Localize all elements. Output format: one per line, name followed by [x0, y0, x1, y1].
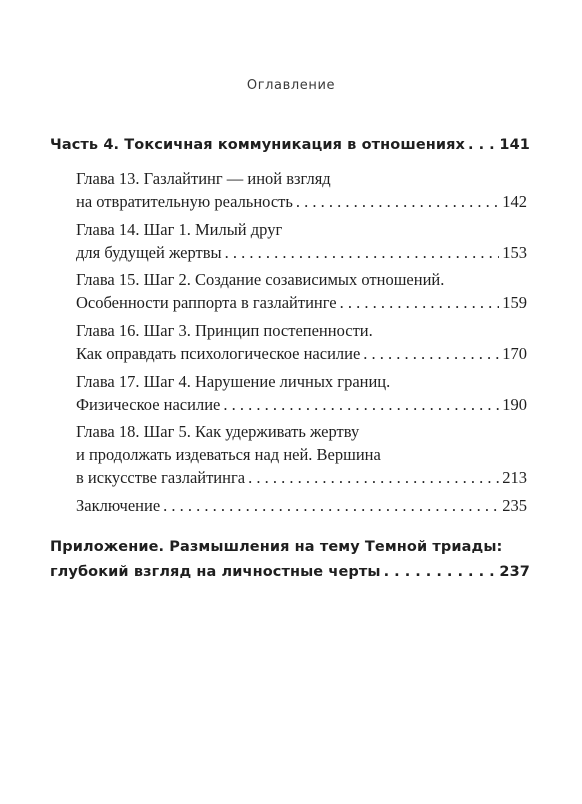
toc-entry-title: Глава 18. Шаг 5. Как удерживать жертву: [76, 422, 360, 441]
toc-entry-title-cont: и продолжать издеваться над ней. Вершина: [76, 445, 381, 464]
toc-entry-title: Приложение. Размышления на тему Темной триады:: [50, 539, 503, 555]
toc-entry-conclusion[interactable]: [76, 494, 527, 517]
toc-entry-title: Глава 15. Шаг 2. Создание созависимых отношений.: [76, 270, 445, 289]
toc-entry-chapter-15[interactable]: [76, 268, 527, 314]
toc-entry-title-cont: на отвратительную реальность: [76, 192, 293, 211]
toc-entry-title: Глава 14. Шаг 1. Милый друг: [76, 220, 283, 239]
toc-entry-title-cont: глубокий взгляд на личностные черты: [50, 564, 381, 580]
dot-leader: [163, 494, 499, 517]
dot-leader: [468, 133, 496, 158]
toc-entry-part-4[interactable]: [50, 133, 530, 158]
toc-entry-title: Глава 13. Газлайтинг — иной взгляд: [76, 169, 331, 188]
toc-entry-title: Заключение: [76, 496, 161, 515]
page-number: 235: [502, 496, 527, 515]
page-number: 237: [499, 564, 530, 580]
toc-entry-chapter-18[interactable]: [76, 420, 527, 489]
dot-leader: [384, 560, 497, 585]
dot-leader: [223, 393, 499, 416]
toc-entry-chapter-16[interactable]: [76, 319, 527, 365]
dot-leader: [363, 342, 499, 365]
toc-entry-title-cont: в искусстве газлайтинга: [76, 468, 246, 487]
toc-entry-title-cont: Особенности раппорта в газлайтинге: [76, 293, 337, 312]
dot-leader: [225, 241, 500, 264]
page-number: 170: [502, 344, 527, 363]
toc-entry-chapter-14[interactable]: [76, 218, 527, 264]
dot-leader: [296, 190, 499, 213]
toc-entry-title-cont: для будущей жертвы: [76, 243, 222, 262]
toc-entry-title: Глава 16. Шаг 3. Принцип постепенности.: [76, 321, 373, 340]
page-number: 213: [502, 468, 527, 487]
dot-leader: [248, 466, 499, 489]
toc-entry-title: Глава 17. Шаг 4. Нарушение личных границ.: [76, 372, 391, 391]
dot-leader: [340, 291, 500, 314]
toc-entry-title: Часть 4. Токсичная коммуникация в отношениях: [50, 137, 466, 153]
toc-entry-title-cont: Как оправдать психологическое насилие: [76, 344, 361, 363]
page-number: 142: [502, 192, 527, 211]
page-number: 141: [499, 137, 530, 153]
toc-entry-chapter-17[interactable]: [76, 370, 527, 416]
page-title: Оглавление: [246, 78, 336, 93]
toc-entry-appendix[interactable]: [50, 535, 530, 585]
page-number: 153: [502, 243, 527, 262]
page-number: 159: [502, 293, 527, 312]
toc-entry-chapter-13[interactable]: [76, 167, 527, 213]
page-number: 190: [502, 395, 527, 414]
toc-entry-title-cont: Физическое насилие: [76, 395, 221, 414]
